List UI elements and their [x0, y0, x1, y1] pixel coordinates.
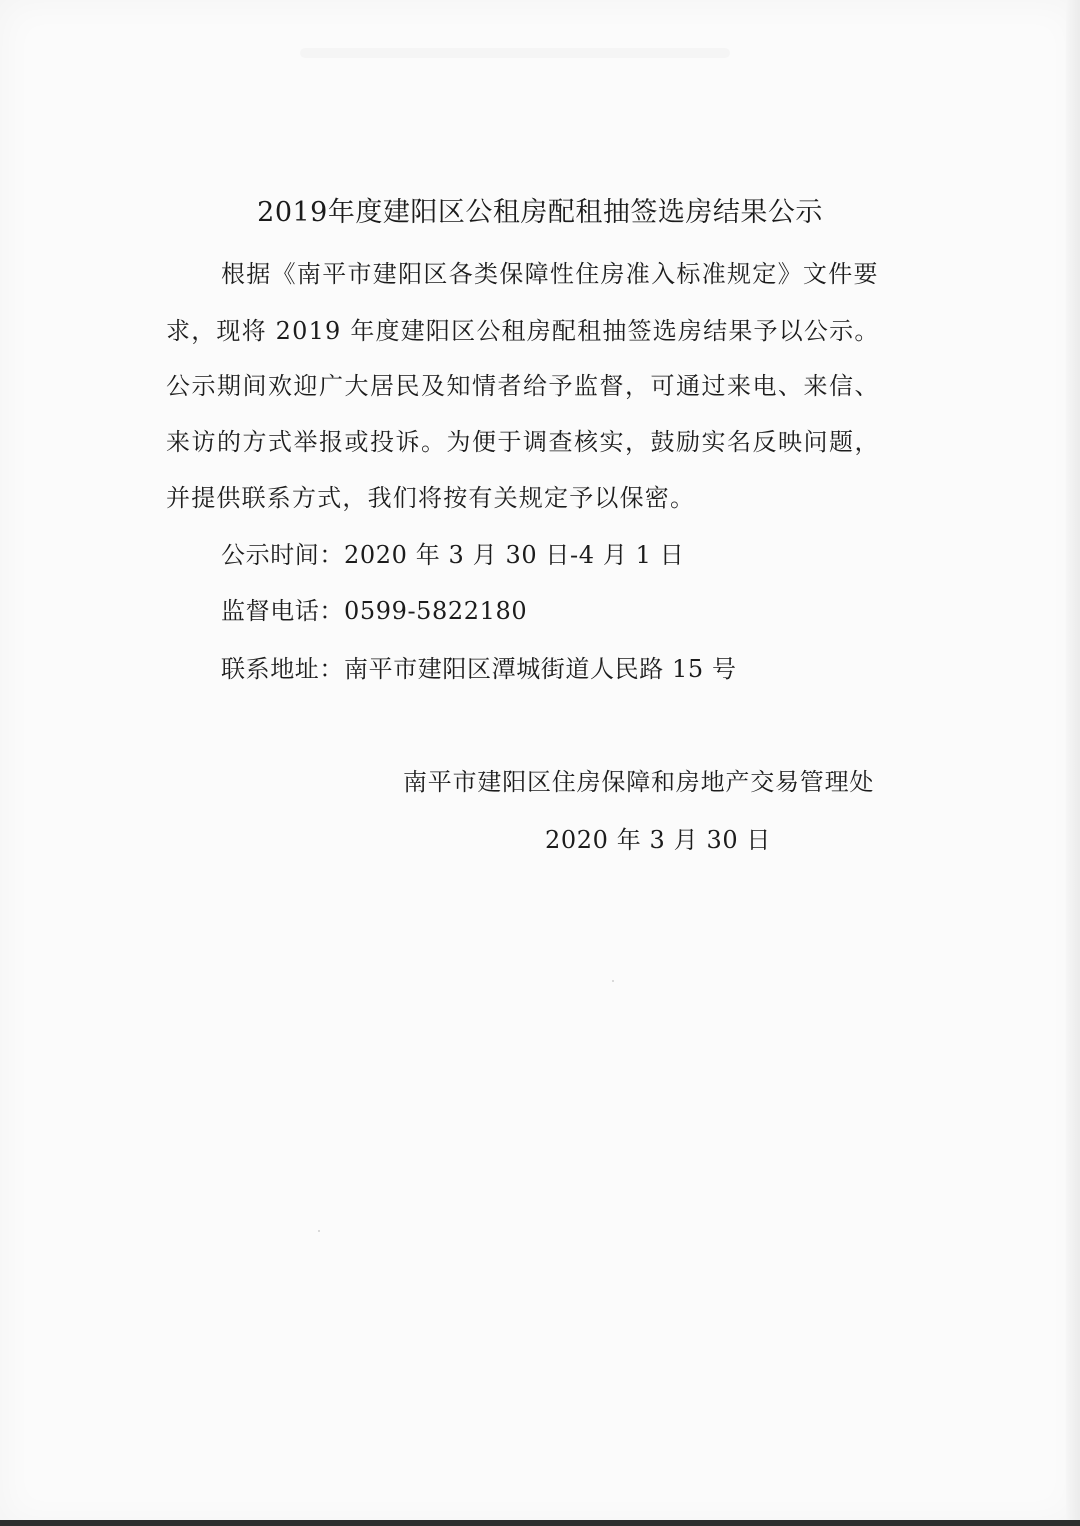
- paragraph-line: 并提供联系方式，我们将按有关规定予以保密。: [166, 484, 696, 512]
- paragraph-line: 求，现将 2019 年度建阳区公租房配租抽签选房结果予以公示。: [166, 317, 880, 345]
- document-title: 2019年度建阳区公租房配租抽签选房结果公示: [257, 197, 823, 228]
- issue-date: 2020 年 3 月 30 日: [545, 826, 772, 854]
- paper-speck: [612, 980, 614, 982]
- hotline-value: 0599-5822180: [344, 597, 528, 625]
- hotline-label: 监督电话：: [221, 597, 344, 625]
- address-label: 联系地址：: [221, 655, 344, 683]
- publicity-period-value: 2020 年 3 月 30 日-4 月 1 日: [344, 541, 685, 569]
- address-row: [221, 651, 737, 687]
- show-through-smudge: [300, 48, 730, 58]
- scan-edge-shadow: [1066, 0, 1080, 1526]
- address-value: 南平市建阳区潭城街道人民路 15 号: [344, 655, 737, 683]
- paper-speck: [318, 1230, 320, 1232]
- issuing-office: 南平市建阳区住房保障和房地产交易管理处: [403, 768, 875, 796]
- paragraph-line: 来访的方式举报或投诉。为便于调查核实，鼓励实名反映问题，: [166, 428, 880, 456]
- publicity-period-row: [221, 537, 684, 573]
- hotline-row: [221, 593, 527, 629]
- scan-bottom-edge: [0, 1520, 1080, 1526]
- paragraph-line: 根据《南平市建阳区各类保障性住房准入标准规定》文件要: [221, 260, 879, 288]
- publicity-period-label: 公示时间：: [221, 541, 344, 569]
- paragraph-line: 公示期间欢迎广大居民及知情者给予监督，可通过来电、来信、: [166, 372, 880, 400]
